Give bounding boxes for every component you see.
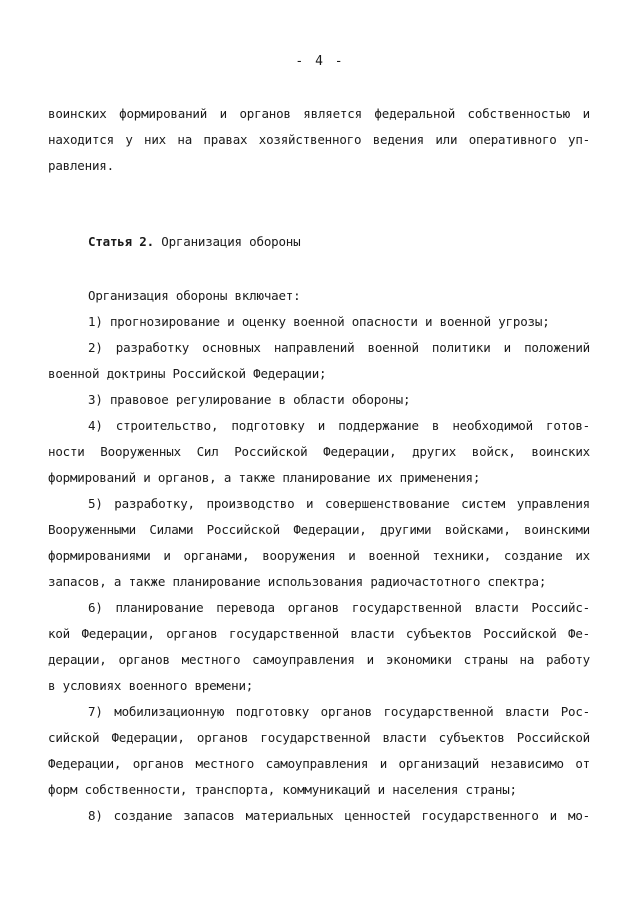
text-line: сийской Федерации, органов государственной власти субъектов Российской xyxy=(48,730,590,745)
text-line: Вооруженными Силами Российской Федерации, другими войсками, воинскими xyxy=(48,522,590,537)
list-item-3: 3) правовое регулирование в области обороны; xyxy=(88,392,411,407)
text-line: в условиях военного времени; xyxy=(48,678,254,693)
text-line: дерации, органов местного самоуправления и экономики страны на работу xyxy=(48,652,590,667)
list-item-1: 1) прогнозирование и оценку военной опасности и военной угрозы; xyxy=(88,314,550,329)
text-line: равления. xyxy=(48,158,114,173)
text-line: формированиями и органами, вооружения и военной техники, создание их xyxy=(48,548,590,563)
intro-paragraph xyxy=(48,101,590,179)
list-item-2: 2) разработку основных направлений военной политики и положений xyxy=(88,340,590,355)
text-line: форм собственности, транспорта, коммуникаций и населения страны; xyxy=(48,782,517,797)
text-line: запасов, а также планирование использования радиочастотного спектра; xyxy=(48,574,547,589)
list-item-6: 6) планирование перевода органов государственной власти Российс- xyxy=(88,600,590,615)
text-line: ности Вооруженных Сил Российской Федерации, других войск, воинских xyxy=(48,444,590,459)
page-number: - 4 - xyxy=(295,54,345,69)
text-line: Организация обороны включает: xyxy=(88,288,301,303)
list-item-7: 7) мобилизационную подготовку органов государственной власти Рос- xyxy=(88,704,590,719)
text-line: формирований и органов, а также планирование их применения; xyxy=(48,470,481,485)
text-line: кой Федерации, органов государственной власти субъектов Российской Фе- xyxy=(48,626,590,641)
list-item-4: 4) строительство, подготовку и поддержание в необходимой готов- xyxy=(88,418,590,433)
list-item-8: 8) создание запасов материальных ценностей государственного и мо- xyxy=(88,808,590,823)
list-item-5: 5) разработку, производство и совершенствование систем управления xyxy=(88,496,590,511)
text-line: находится у них на правах хозяйственного ведения или оперативного уп- xyxy=(48,132,590,147)
article-title: Организация обороны xyxy=(161,234,301,249)
text-line: воинских формирований и органов является федеральной собственностью и xyxy=(48,106,590,121)
article-body xyxy=(48,283,590,829)
article-label: Статья 2. xyxy=(88,234,154,249)
article-heading xyxy=(48,229,630,255)
text-line: Федерации, органов местного самоуправления и организаций независимо от xyxy=(48,756,590,771)
text-line: военной доктрины Российской Федерации; xyxy=(48,366,327,381)
